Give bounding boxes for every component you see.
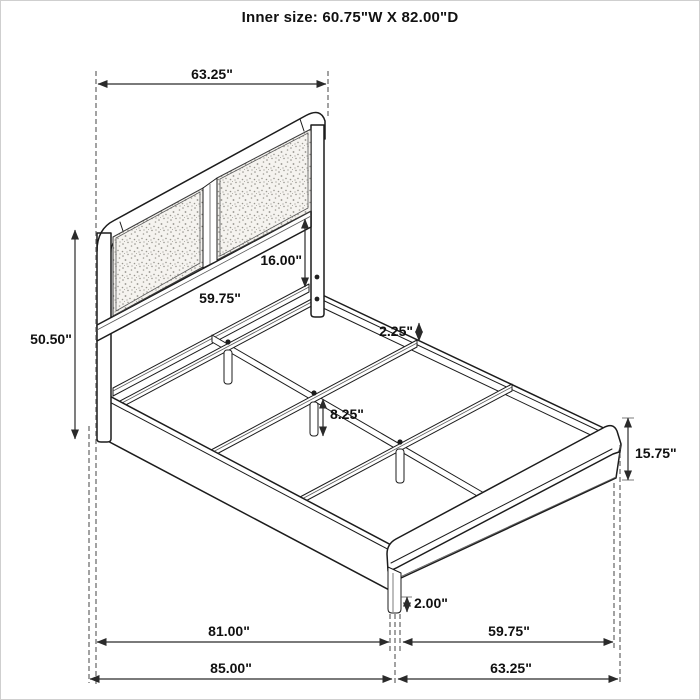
dim-label-headboard-width: 63.25" (191, 66, 233, 82)
bolt-dot (311, 390, 316, 395)
dim-label-footboard-leg: 2.00" (414, 595, 448, 611)
bolt-dot (397, 439, 402, 444)
dim-footboard-leg (401, 595, 448, 612)
dim-headboard-inner-width (199, 290, 241, 306)
dim-footboard-height (622, 418, 677, 480)
dim-headboard-height (30, 230, 75, 439)
dim-label-headboard-height: 50.50" (30, 331, 72, 347)
dim-overall-length (90, 660, 392, 679)
bed-diagram (1, 1, 699, 699)
dim-label-headboard-inner-width: 59.75" (199, 290, 241, 306)
dim-label-rail-lip: 2.25" (379, 323, 413, 339)
footboard (387, 426, 621, 613)
dim-label-footboard-height: 15.75" (635, 445, 677, 461)
bolt-dot (225, 339, 230, 344)
dim-rail-length (97, 623, 389, 642)
dim-label-footboard-width: 63.25" (490, 660, 532, 676)
dim-label-rail-length: 81.00" (208, 623, 250, 639)
headboard-right-leg (311, 125, 324, 317)
bed-frame (102, 284, 621, 613)
headboard (97, 113, 325, 442)
dim-headboard-width (98, 66, 326, 84)
inner-size-title: Inner size: 60.75"W X 82.00"D (241, 9, 459, 26)
dim-label-footboard-inner-width: 59.75" (488, 623, 530, 639)
headboard-center-divider (203, 178, 217, 268)
bracket-screw (315, 275, 320, 280)
dim-label-overall-length: 85.00" (210, 660, 252, 676)
dim-footboard-inner-width (403, 623, 613, 642)
dim-label-support-leg: 8.25" (330, 406, 364, 422)
bracket-screw (315, 297, 320, 302)
slat-bar-3 (300, 384, 512, 504)
dim-footboard-width (398, 660, 618, 679)
dim-label-panel-to-rail: 16.00" (260, 252, 302, 268)
footboard-leg (388, 567, 401, 613)
